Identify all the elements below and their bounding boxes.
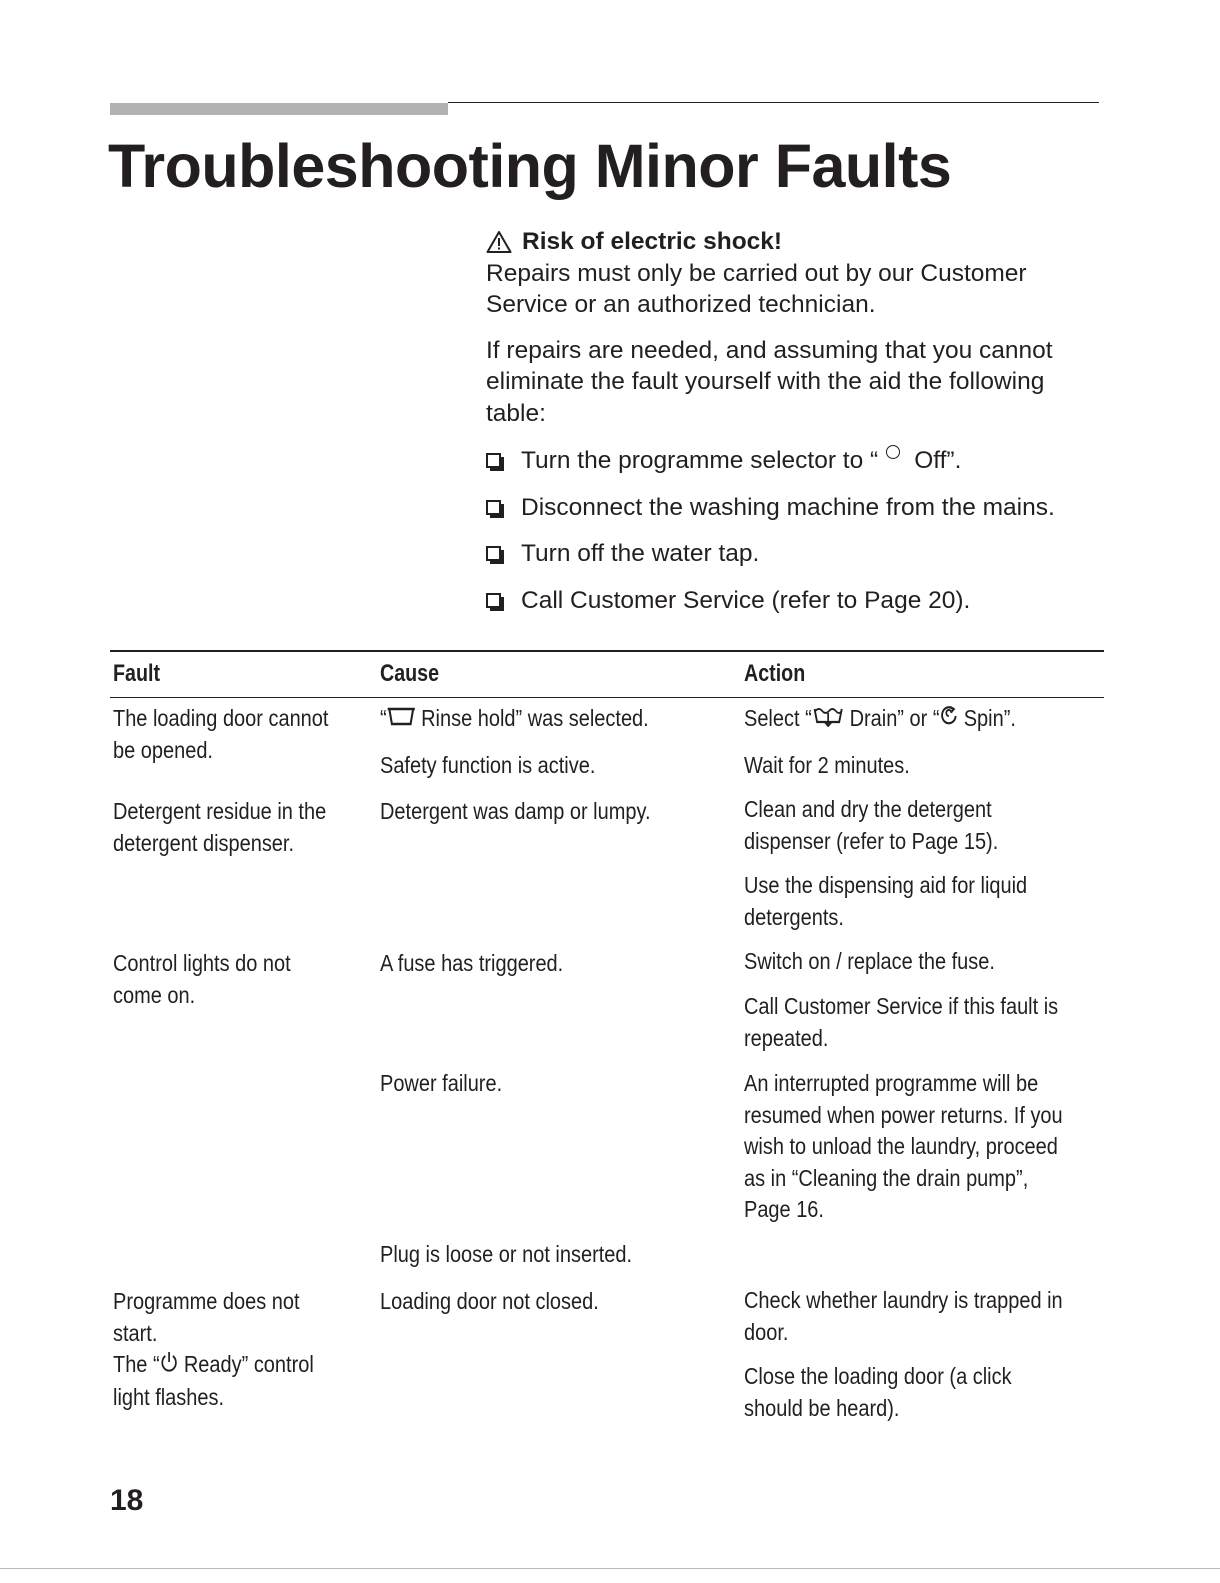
fault-line: come on. [113,981,196,1008]
cause-cell: Power failure. [380,1070,503,1096]
intro-line-3: table: [486,399,546,427]
action-line: Use the dispensing aid for liquid [744,872,1028,898]
checkbox-icon [486,546,501,561]
fault-line: Control lights do not [113,950,291,976]
fault-line: The loading door cannot [113,705,329,731]
steps-list [486,445,1096,616]
warning-line-2: Service or an authorized technician. [486,291,876,318]
bottom-rule [0,1568,1220,1569]
checkbox-icon [486,453,501,468]
header-rule [448,102,1099,103]
spin-icon [939,704,958,736]
action-line: An interrupted programme will be [744,1070,1039,1096]
action-line: door. [744,1318,789,1345]
checkbox-icon [486,500,501,515]
fault-line: be opened. [113,736,213,763]
quote: “ [380,705,387,731]
cause-cell: A fuse has triggered. [380,950,564,976]
step-item [486,538,1096,570]
header-fault: Fault [113,660,161,687]
warning-triangle-icon [486,230,512,254]
page-title: Troubleshooting Minor Faults [108,132,952,200]
header-action: Action [744,660,806,687]
action-line: resumed when power returns. If you [744,1101,1063,1128]
action-text: Drain” or “ [849,705,940,731]
intro-line-1: If repairs are needed, and assuming that you cannot [486,336,1053,364]
intro-line-2: eliminate the fault yourself with the aid the following [486,368,1045,395]
action-line: Check whether laundry is trapped in [744,1287,1063,1313]
action-line: repeated. [744,1024,829,1051]
action-cell [744,1361,1012,1424]
action-cell [744,1285,1063,1348]
action-cell [744,991,1058,1054]
fault-text: Ready” control [183,1351,314,1377]
intro-section [486,226,1096,631]
cause-cell: Plug is loose or not inserted. [380,1241,633,1267]
action-text: Spin”. [963,705,1016,731]
fault-line: light flashes. [113,1384,225,1411]
step-item [486,492,1096,524]
action-text: Select “ [744,705,812,731]
action-cell: Switch on / replace the fuse. [744,948,995,974]
header-cause: Cause [380,660,440,687]
action-line: wish to unload the laundry, proceed [744,1133,1058,1159]
fault-cell [113,703,328,766]
step-2-text: Disconnect the washing machine from the mains. [521,493,1055,521]
fault-cell [113,796,326,859]
cause-cell: Loading door not closed. [380,1288,599,1314]
step-item [486,585,1096,617]
action-line: Clean and dry the detergent [744,796,992,822]
action-cell: Wait for 2 minutes. [744,752,910,778]
checkbox-icon [486,593,501,608]
action-line: should be heard). [744,1394,900,1421]
fault-line: Detergent residue in the [113,798,327,824]
rinse-hold-icon [387,704,416,736]
cause-cell: Detergent was damp or lumpy. [380,798,651,824]
action-line: detergents. [744,903,844,930]
action-line: as in “Cleaning the drain pump”, [744,1164,1029,1191]
step-3-text: Turn off the water tap. [521,540,760,567]
action-cell [744,794,998,857]
drain-icon [812,704,844,736]
action-cell [744,1068,1063,1226]
step-1-prefix: Turn the programme selector to “ [521,447,879,474]
fault-line: detergent dispenser. [113,829,295,856]
action-line: dispenser (refer to Page 15). [744,827,999,854]
step-1-suffix: Off”. [914,447,962,474]
table-header [110,650,1104,698]
cause-text: Rinse hold” was selected. [421,705,649,731]
step-4-text: Call Customer Service (refer to Page 20). [521,586,971,614]
action-cell [744,703,1016,736]
action-line: Call Customer Service if this fault is [744,993,1059,1019]
page-number: 18 [110,1484,144,1517]
step-item [486,445,1096,477]
warning-heading [486,226,1096,258]
warning-line-1: Repairs must only be carried out by our Customer [486,259,1027,287]
fault-line: start. [113,1319,158,1346]
power-icon [160,1350,179,1383]
fault-cell [113,948,291,1011]
troubleshooting-table [110,650,1104,1421]
header-bar [110,103,448,115]
cause-cell: Safety function is active. [380,752,596,778]
fault-line: Programme does not [113,1288,300,1314]
off-circle-icon [886,445,900,459]
fault-cell [113,1286,314,1414]
cause-cell [380,703,649,736]
fault-text: The “ [113,1351,160,1377]
warning-heading-text: Risk of electric shock! [522,228,783,255]
action-line: Close the loading door (a click [744,1363,1012,1389]
action-cell [744,870,1027,933]
action-line: Page 16. [744,1196,824,1222]
fault-line [113,1349,314,1382]
